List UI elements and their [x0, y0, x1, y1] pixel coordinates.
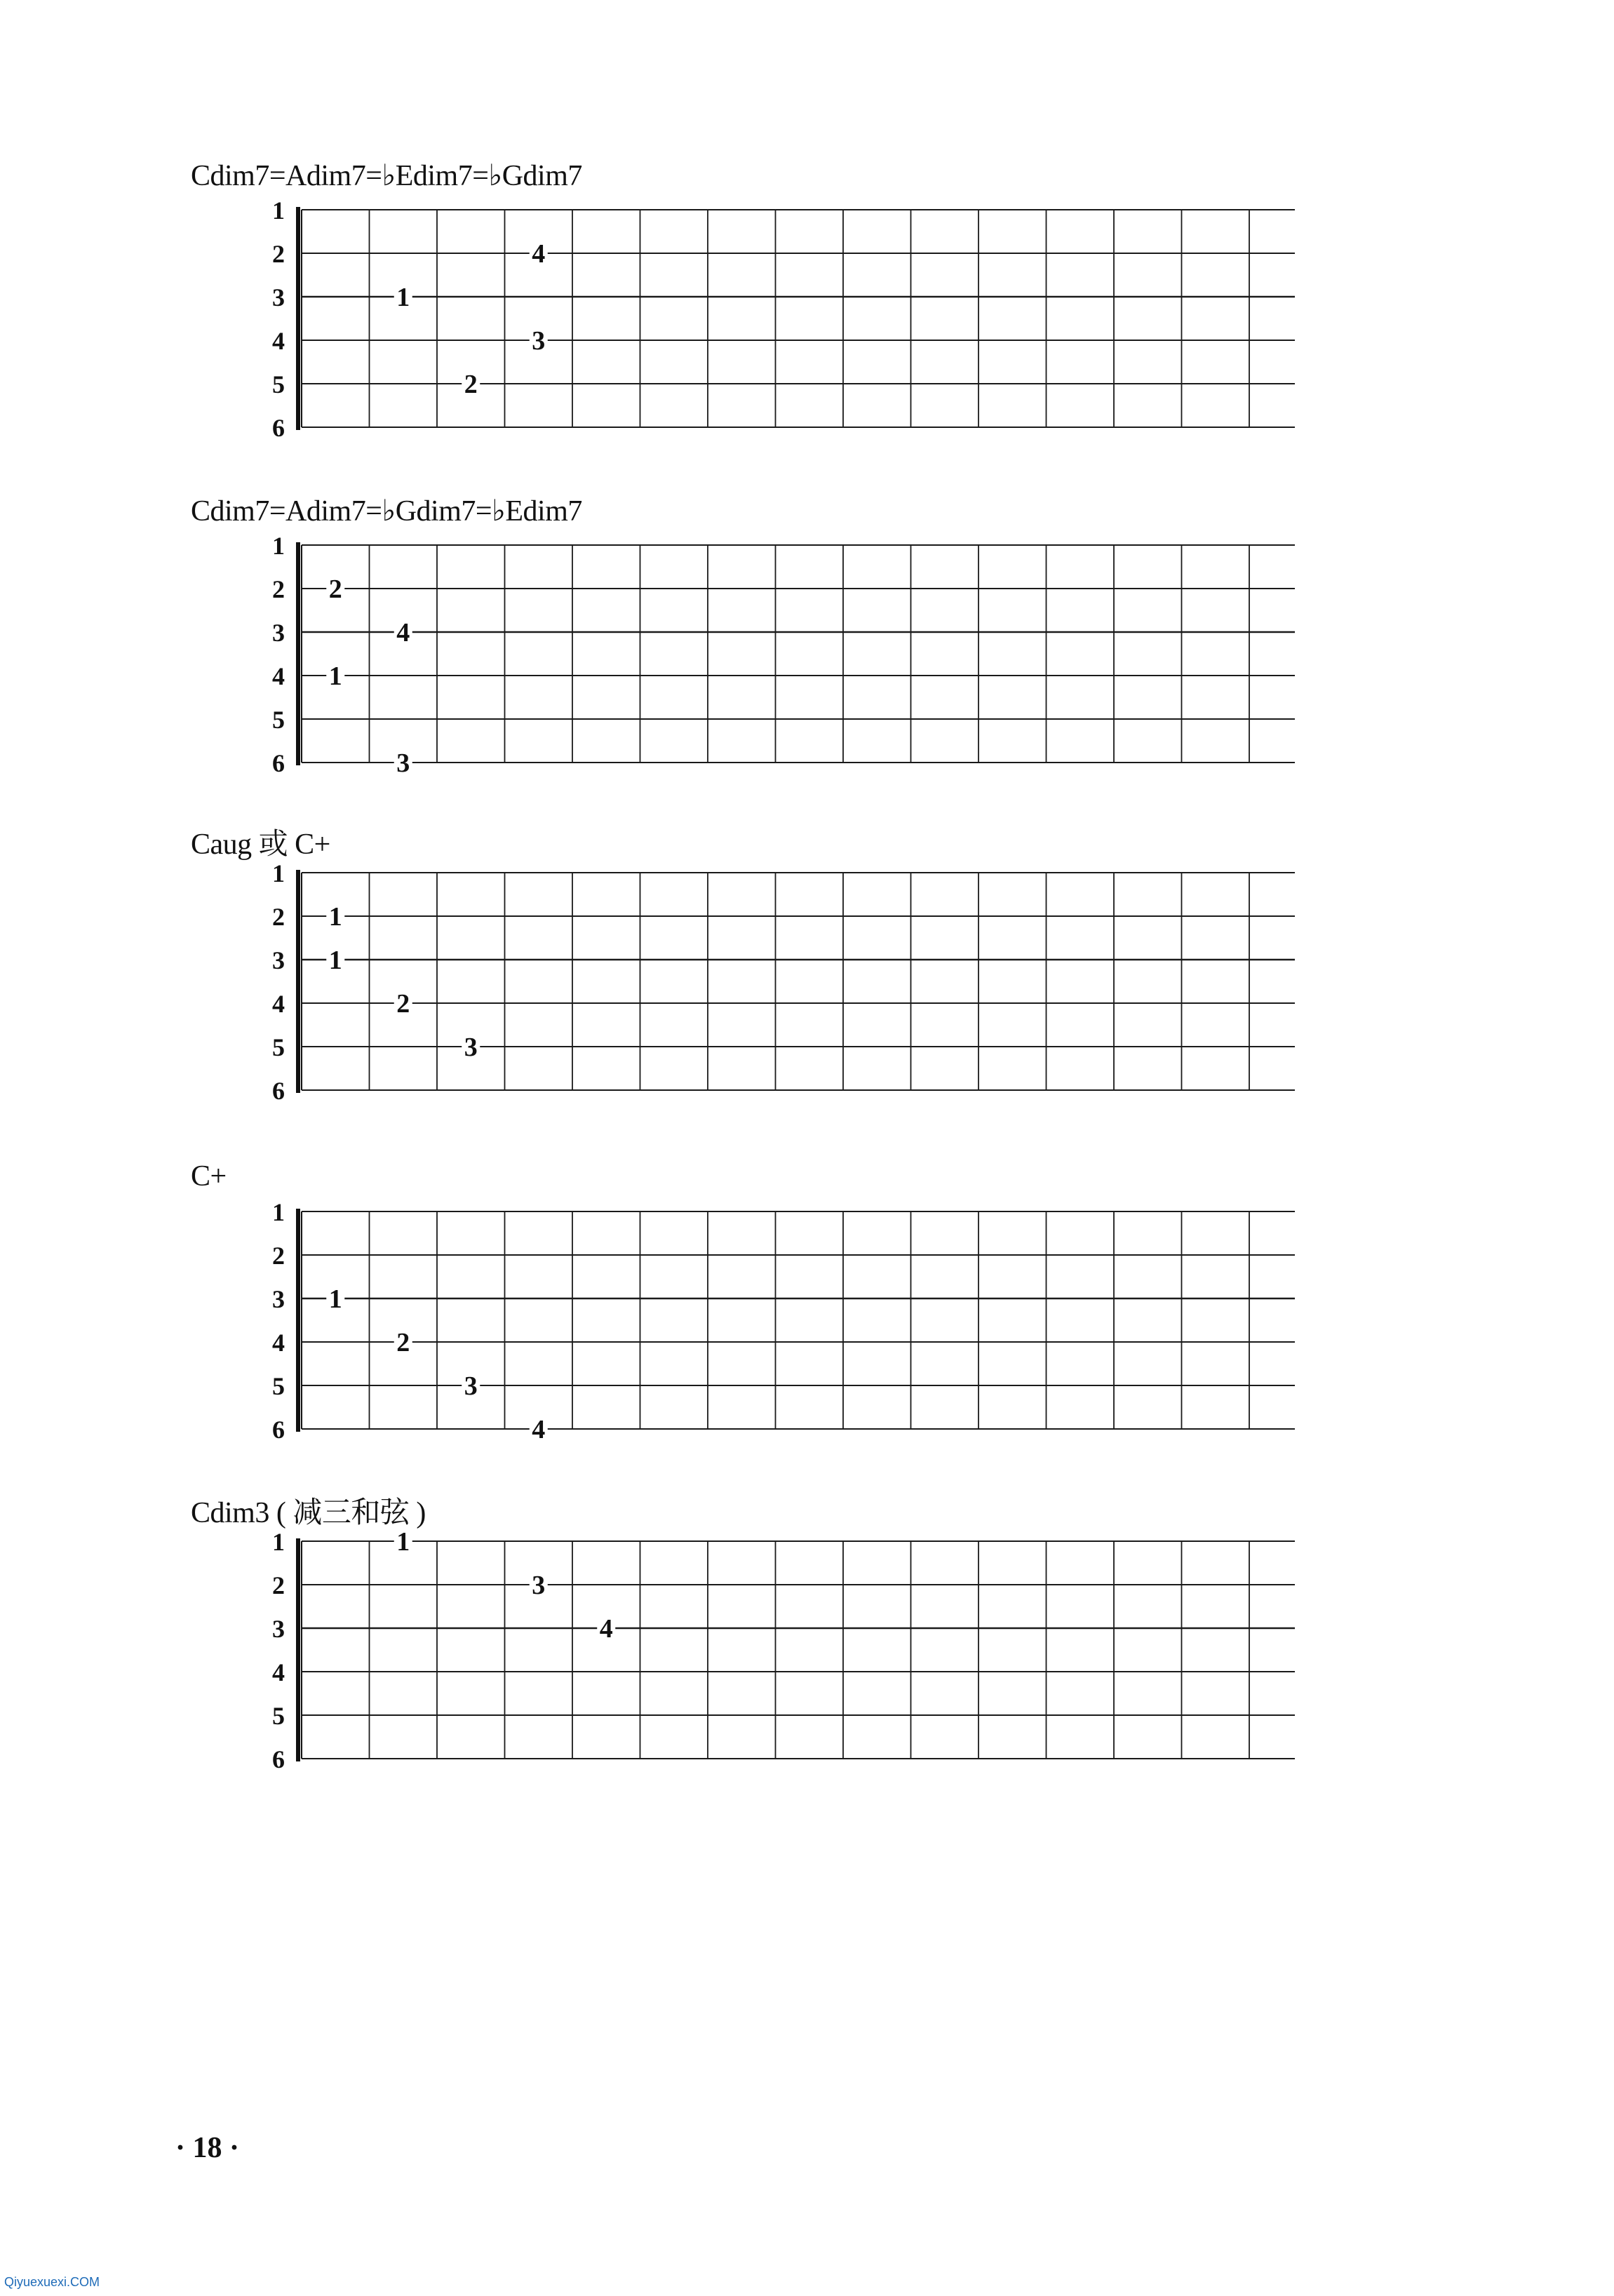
string-number-label: 5: [272, 370, 285, 398]
chord-title: Caug 或 C+: [191, 828, 330, 861]
string-number-label: 3: [272, 1615, 285, 1643]
string-number-label: 4: [272, 327, 285, 355]
chord-block: [0, 158, 1614, 495]
nut-bar: [296, 207, 300, 430]
string-number-label: 4: [272, 1329, 285, 1357]
finger-number: 1: [328, 1284, 342, 1314]
string-number-label: 1: [272, 1198, 285, 1226]
string-number-label: 5: [272, 1372, 285, 1400]
fretboard-diagram: [270, 859, 1336, 1105]
chord-title: Cdim3 ( 减三和弦 ): [191, 1497, 426, 1529]
finger-number: 1: [396, 1527, 410, 1557]
string-number-label: 6: [272, 414, 285, 442]
string-number-label: 2: [272, 575, 285, 603]
fretboard-diagram: [270, 1198, 1336, 1444]
string-number-label: 1: [272, 859, 285, 887]
string-number-label: 6: [272, 1416, 285, 1444]
string-number-label: 5: [272, 706, 285, 734]
chord-title: C+: [191, 1160, 227, 1193]
string-number-label: 3: [272, 619, 285, 647]
finger-number: 2: [328, 575, 342, 604]
string-number-label: 1: [272, 1528, 285, 1556]
finger-number: 1: [328, 662, 342, 691]
page-number: · 18 ·: [175, 2132, 240, 2164]
finger-number: 4: [599, 1614, 613, 1644]
fretboard-diagram: [270, 532, 1336, 778]
chord-title: Cdim7=Adim7=♭Edim7=♭Gdim7: [191, 160, 582, 192]
string-number-label: 1: [272, 196, 285, 224]
finger-number: 3: [464, 1371, 478, 1401]
string-number-label: 3: [272, 1285, 285, 1313]
nut-bar: [296, 1209, 300, 1432]
string-number-label: 2: [272, 240, 285, 268]
fretboard-diagram: [270, 196, 1336, 442]
chord-block: [0, 1160, 1614, 1496]
string-number-label: 4: [272, 990, 285, 1018]
string-number-label: 2: [272, 1242, 285, 1270]
finger-number: 3: [532, 326, 546, 356]
finger-number: 3: [464, 1033, 478, 1062]
finger-number: 2: [464, 370, 478, 399]
nut-bar: [296, 870, 300, 1093]
string-number-label: 6: [272, 749, 285, 777]
fretboard-diagram: [270, 1527, 1336, 1773]
finger-number: 1: [328, 946, 342, 975]
string-number-label: 4: [272, 662, 285, 690]
finger-number: 4: [532, 1415, 546, 1444]
finger-number: 3: [532, 1571, 546, 1600]
chord-block: [0, 821, 1614, 1157]
site-watermark: Qiyuexuexi.COM: [4, 2275, 100, 2289]
chord-title: Cdim7=Adim7=♭Gdim7=♭Edim7: [191, 495, 582, 528]
string-number-label: 5: [272, 1033, 285, 1061]
string-number-label: 2: [272, 1571, 285, 1599]
string-number-label: 6: [272, 1745, 285, 1773]
chord-block: [0, 493, 1614, 830]
string-number-label: 5: [272, 1702, 285, 1730]
finger-number: 4: [532, 239, 546, 269]
string-number-label: 6: [272, 1077, 285, 1105]
finger-number: 1: [328, 902, 342, 932]
finger-number: 4: [396, 618, 410, 647]
finger-number: 2: [396, 1328, 410, 1357]
string-number-label: 1: [272, 532, 285, 560]
nut-bar: [296, 542, 300, 765]
string-number-label: 2: [272, 903, 285, 931]
chord-block: [0, 1489, 1614, 1826]
finger-number: 1: [396, 283, 410, 312]
nut-bar: [296, 1538, 300, 1761]
string-number-label: 4: [272, 1658, 285, 1686]
string-number-label: 3: [272, 946, 285, 974]
string-number-label: 3: [272, 283, 285, 311]
finger-number: 2: [396, 989, 410, 1019]
finger-number: 3: [396, 748, 410, 778]
